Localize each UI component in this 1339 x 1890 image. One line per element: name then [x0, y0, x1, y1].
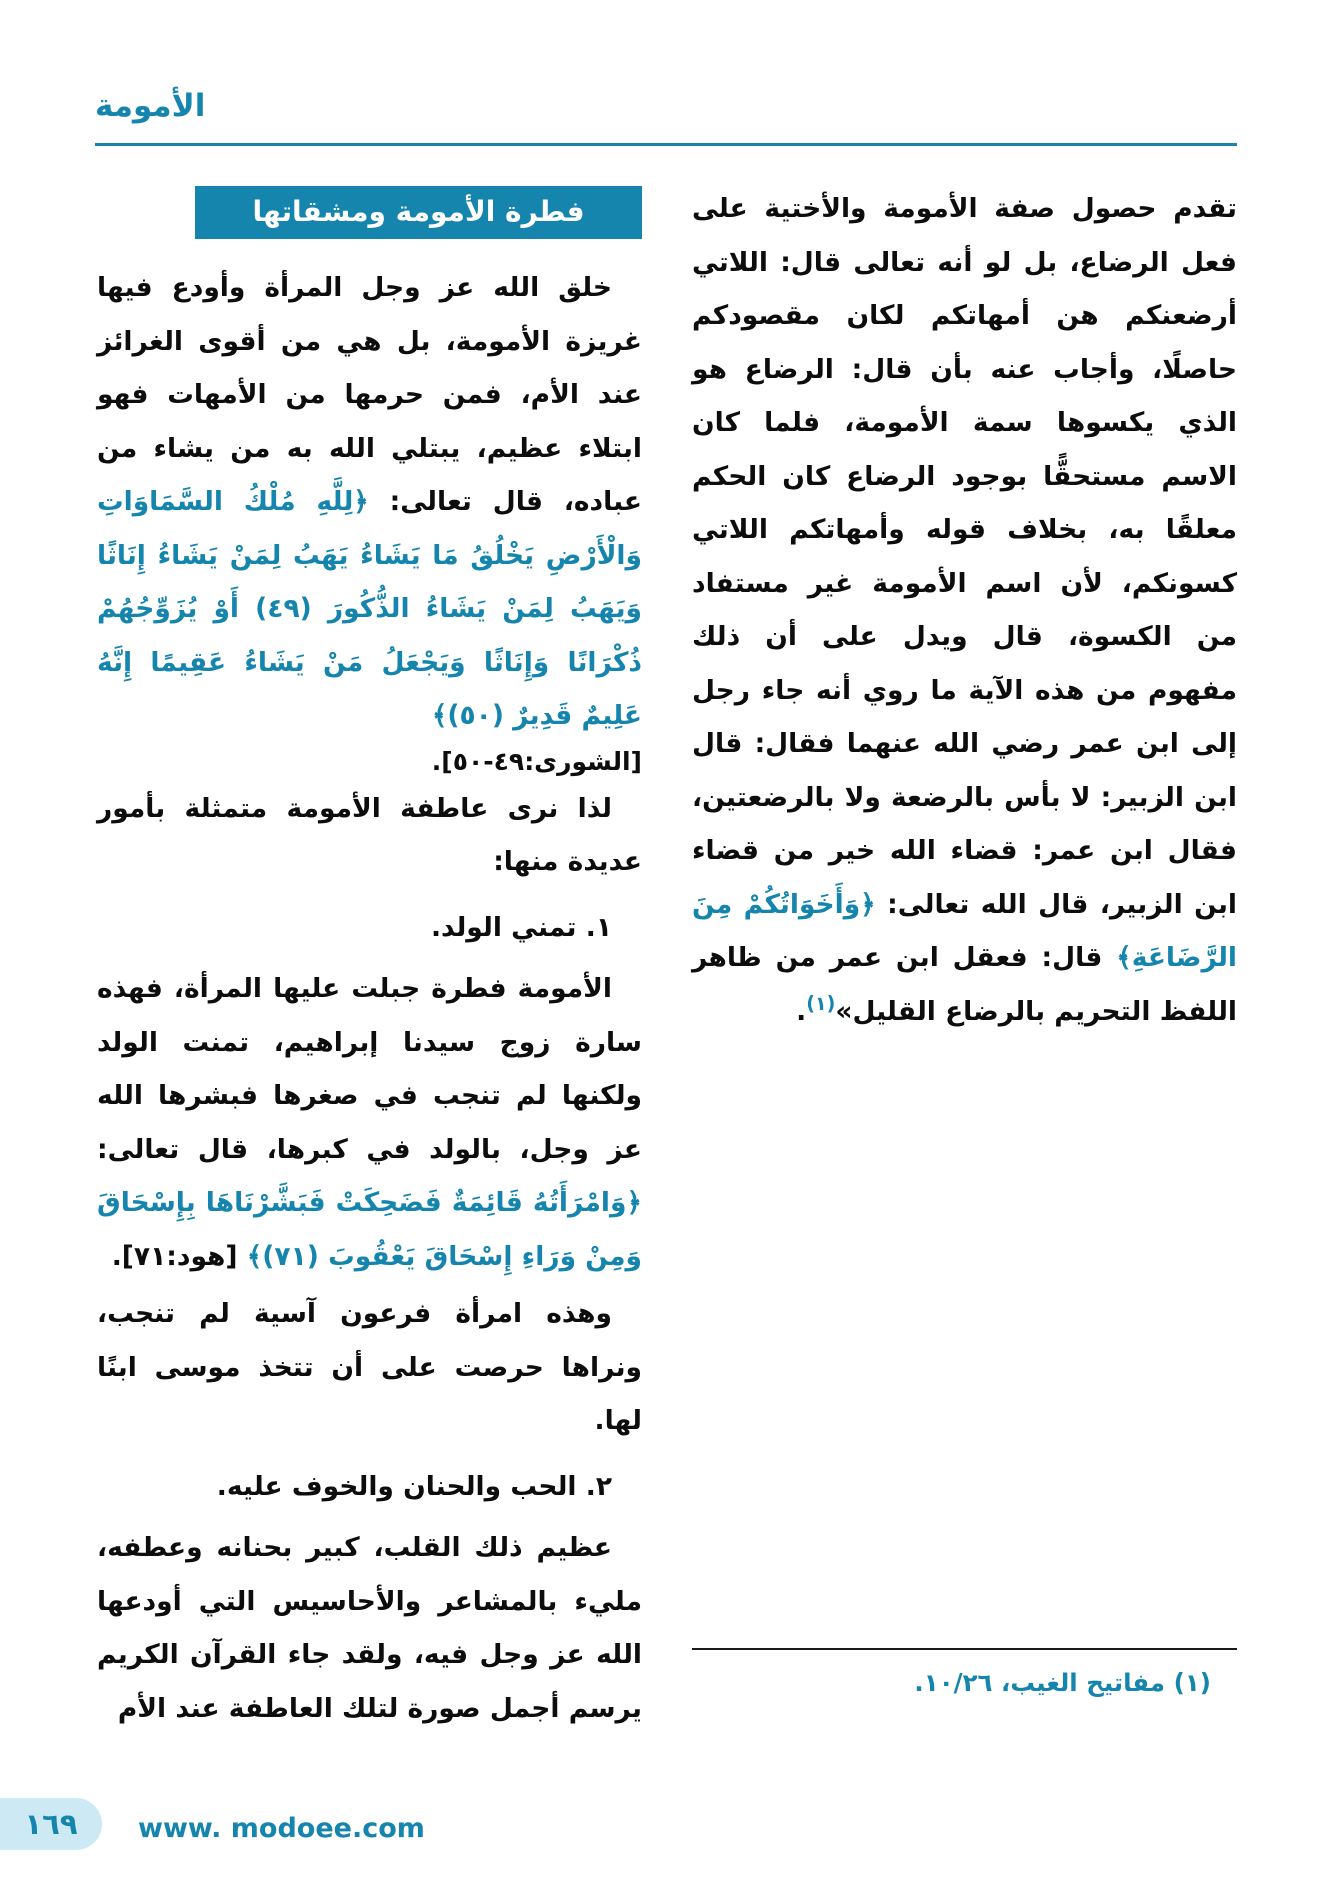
- verse-reference: [هود:٧١].: [111, 1240, 247, 1272]
- section-title: فطرة الأمومة ومشقاتها: [252, 195, 585, 228]
- quran-verse: ﴿لِلَّهِ مُلْكُ السَّمَاوَاتِ وَالْأَرْضِ يَخْلُقُ مَا يَشَاءُ يَهَبُ لِمَنْ يَشَاءُ إِنَاثًا وَيَهَبُ لِمَنْ يَشَاءُ الذُّكُورَ (٤٩) أَوْ يُزَوِّجُهُمْ ذُكْرَانًا وَإِنَاثًا وَيَجْعَلُ مَنْ يَشَاءُ عَقِيمًا إِنَّهُ عَلِيمٌ قَدِيرٌ (٥٠)﴾: [97, 486, 642, 732]
- page-number: ١٦٩: [24, 1807, 78, 1841]
- paragraph: [97, 962, 642, 1283]
- website-link[interactable]: www. modoee.com: [138, 1813, 425, 1844]
- page-number-pill: [0, 1798, 102, 1850]
- quran-verse: ﴿وَامْرَأَتُهُ قَائِمَةٌ فَضَحِكَتْ فَبَشَّرْنَاهَا بِإِسْحَاقَ وَمِنْ وَرَاءِ إِسْحَاقَ يَعْقُوبَ (٧١)﴾: [97, 1187, 642, 1272]
- paragraph: لذا نرى عاطفة الأمومة متمثلة بأمور عديدة منها:: [97, 792, 642, 878]
- header-rule: [95, 143, 1237, 146]
- verse-reference: [الشورى:٤٩-٥٠].: [431, 746, 642, 776]
- running-head: الأمومة: [95, 88, 206, 124]
- footnote: [692, 1662, 1237, 1704]
- column-right: [692, 182, 1237, 1704]
- paragraph: [97, 261, 642, 743]
- quran-verse-inline: ﴿وَأَخَوَاتُكُمْ مِنَ الرَّضَاعَةِ﴾: [692, 888, 1237, 974]
- list-item: ١. تمني الولد.: [430, 911, 612, 943]
- column-left: [97, 182, 642, 1724]
- footnote-divider: [692, 1648, 1237, 1650]
- footnote-number: (١): [1173, 1668, 1211, 1698]
- footnote-text: مفاتيح الغيب، ١٠/٢٦.: [914, 1668, 1166, 1698]
- paragraph-text: .: [796, 995, 807, 1027]
- paragraph: عظيم ذلك القلب، كبير بحنانه وعطفه، مليء بالمشاعر والأحاسيس التي أودعها الله عز وجل فيه، ولقد جاء القرآن الكريم يرسم أجمل صورة لتلك العاطفة عند الأم: [97, 1532, 642, 1724]
- content-columns: [97, 182, 1237, 1724]
- list-item: ٢. الحب والحنان والخوف عليه.: [216, 1470, 612, 1502]
- paragraph-text: الأمومة فطرة جبلت عليها المرأة، فهذه سارة زوج سيدنا إبراهيم، تمنت الولد ولكنها لم تنجب في صغرها فبشرها الله عز وجل، بالولد في كبرها، قال تعالى:: [97, 973, 642, 1165]
- paragraph-text: خلق الله عز وجل المرأة وأودع فيها غريزة الأمومة، بل هي من أقوى الغرائز عند الأم، فمن حرمها من الأمهات فهو ابتلاء عظيم، يبتلي الله به من يشاء من عباده، قال تعالى:: [97, 272, 642, 518]
- paragraph-text: تقدم حصول صفة الأمومة والأختية على فعل الرضاع، بل لو أنه تعالى قال: اللاتي أرضعنكم هن أمهاتكم لكان مقصودكم حاصلًا، وأجاب عنه بأن قال: الرضاع هو الذي يكسوها سمة الأمومة، فلما كان الاسم مستحقًّا بوجود الرضاع كان الحكم معلقًا به، بخلاف قوله وأمهاتكم اللاتي كسونكم، لأن اسم الأمومة غير مستفاد من الكسوة، قال ويدل على أن ذلك مفهوم من هذه الآية ما روي أنه جاء رجل إلى ابن عمر رضي الله عنهما فقال: قال ابن الزبير: لا بأس بالرضعة ولا بالرضعتين، فقال ابن عمر: قضاء الله خير من قضاء ابن الزبير، قال الله تعالى:: [692, 193, 1237, 920]
- paragraph: وهذه امرأة فرعون آسية لم تنجب، ونراها حرصت على أن تتخذ موسى ابنًا لها.: [97, 1298, 642, 1437]
- footnote-block: [692, 1648, 1237, 1704]
- paragraph-text: قال: فعقل ابن عمر من ظاهر اللفظ التحريم بالرضاع القليل»: [692, 942, 1237, 1027]
- section-title-box: [195, 186, 642, 239]
- footnote-marker: (١): [806, 992, 836, 1015]
- paragraph: [692, 182, 1237, 1038]
